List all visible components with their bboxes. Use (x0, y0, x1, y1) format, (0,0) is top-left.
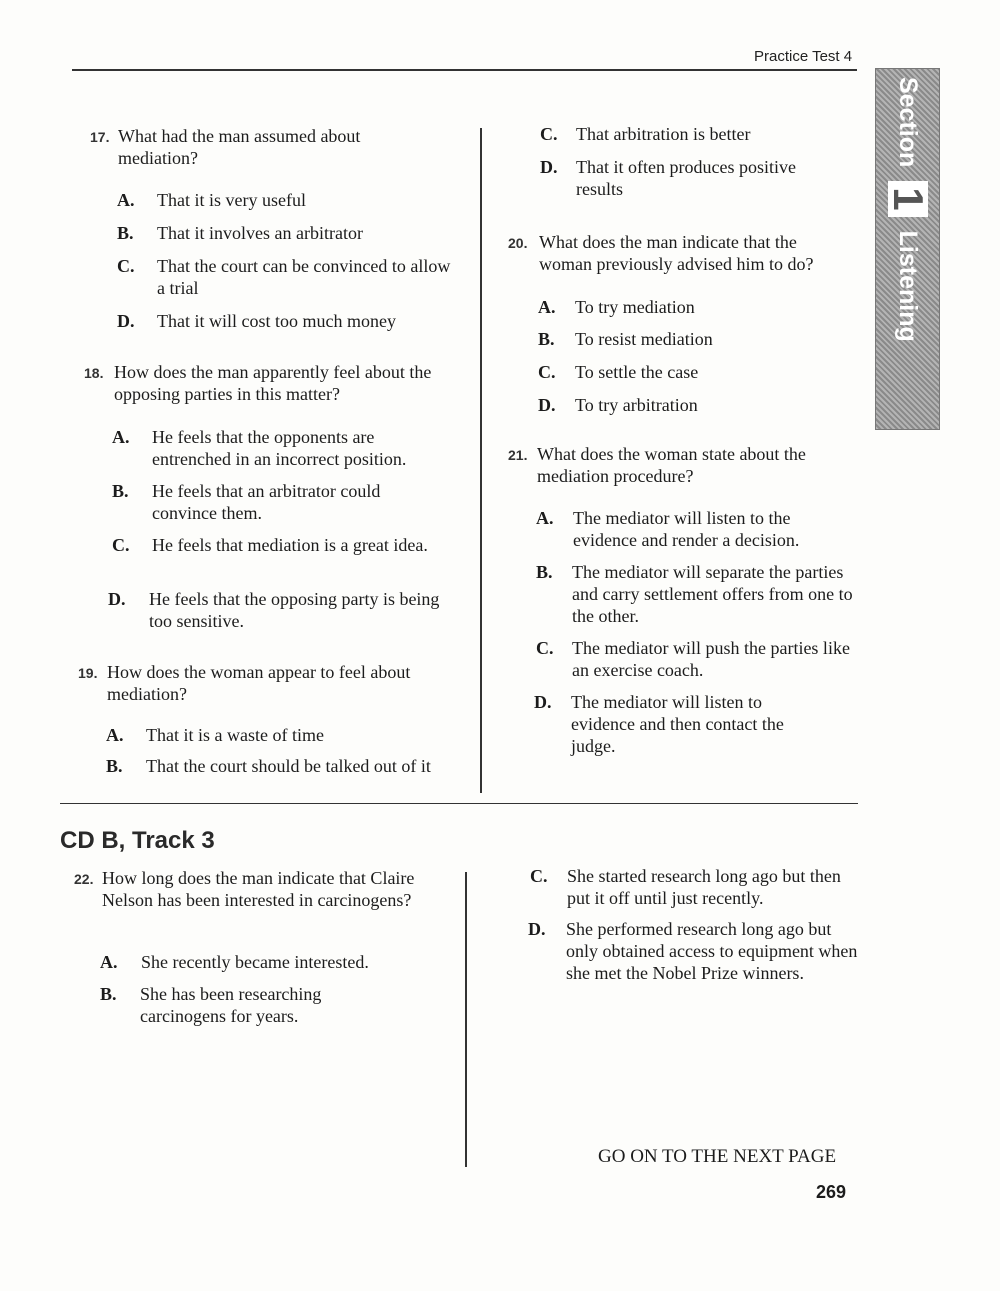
question-text: How does the woman appear to feel about mediation? (107, 662, 411, 704)
question-number: 22. (74, 871, 94, 887)
question-number: 18. (84, 365, 104, 381)
option-letter: D. (540, 157, 558, 177)
answer-option[interactable] (117, 189, 457, 211)
option-letter: B. (100, 984, 117, 1004)
option-text: She recently became interested. (141, 952, 369, 972)
question-18 (84, 361, 464, 405)
answer-option[interactable] (528, 918, 858, 984)
option-text: To settle the case (575, 362, 699, 382)
question-number: 19. (78, 665, 98, 681)
option-letter: A. (106, 725, 124, 745)
option-text: He feels that an arbitrator could convince them. (152, 481, 381, 523)
side-tab-listening-label: Listening (894, 230, 923, 342)
option-letter: A. (117, 190, 135, 210)
option-text: That it is a waste of time (146, 725, 324, 745)
option-letter: B. (112, 481, 129, 501)
answer-option[interactable] (106, 724, 456, 746)
answer-option[interactable] (536, 561, 856, 627)
option-text: The mediator will separate the parties and carry settlement offers from one to the other. (572, 562, 853, 626)
answer-option[interactable] (540, 156, 850, 200)
option-letter: C. (112, 535, 130, 555)
option-letter: A. (112, 427, 130, 447)
section-side-tab (875, 68, 940, 430)
option-text: To try arbitration (575, 395, 698, 415)
option-text: She has been researching carcinogens for years. (140, 984, 322, 1026)
answer-option[interactable] (538, 361, 848, 383)
option-letter: C. (540, 124, 558, 144)
option-letter: A. (538, 297, 556, 317)
column-divider-top (480, 128, 482, 793)
answer-option[interactable] (106, 755, 456, 777)
answer-option[interactable] (538, 296, 848, 318)
question-19 (78, 661, 458, 705)
page-number: 269 (816, 1182, 847, 1202)
option-letter: C. (117, 256, 135, 276)
answer-option[interactable] (540, 123, 850, 145)
option-text: The mediator will push the parties like an exercise coach. (572, 638, 850, 680)
option-text: That it involves an arbitrator (157, 223, 363, 243)
option-letter: D. (117, 311, 135, 331)
answer-option[interactable] (112, 480, 462, 524)
question-20 (508, 231, 858, 275)
question-17 (90, 125, 460, 169)
answer-option[interactable] (538, 328, 848, 350)
option-letter: A. (536, 508, 554, 528)
option-text: She started research long ago but then put it off until just recently. (567, 866, 841, 908)
option-letter: C. (536, 638, 554, 658)
option-letter: D. (108, 589, 126, 609)
option-letter: D. (528, 919, 546, 939)
answer-option[interactable] (100, 983, 450, 1027)
side-tab-section-number: 1 (888, 181, 928, 216)
question-number: 21. (508, 447, 528, 463)
question-number: 20. (508, 235, 528, 251)
question-text: How long does the man indicate that Claire Nelson has been interested in carcinogens? (102, 868, 415, 910)
option-text: That it often produces positive results (576, 157, 796, 199)
answer-option[interactable] (117, 255, 457, 299)
option-text: He feels that the opposing party is being too sensitive. (149, 589, 440, 631)
option-letter: D. (534, 692, 552, 712)
option-text: The mediator will listen to evidence and then contact the judge. (571, 692, 784, 756)
option-letter: B. (536, 562, 553, 582)
answer-option[interactable] (117, 222, 457, 244)
option-letter: D. (538, 395, 556, 415)
option-text: That it will cost too much money (157, 311, 396, 331)
page-header-title: Practice Test 4 (754, 48, 853, 65)
go-on-next-page-notice: GO ON TO THE NEXT PAGE (598, 1146, 837, 1167)
option-letter: C. (538, 362, 556, 382)
column-divider-bottom (465, 872, 467, 1167)
option-text: The mediator will listen to the evidence and render a decision. (573, 508, 800, 550)
section-divider (60, 803, 858, 804)
option-letter: A. (100, 952, 118, 972)
side-tab-section-label: Section (894, 77, 923, 168)
answer-option[interactable] (112, 534, 462, 556)
question-number: 17. (90, 129, 110, 145)
section-title: CD B, Track 3 (60, 827, 215, 854)
answer-option[interactable] (536, 507, 856, 551)
answer-option[interactable] (530, 865, 860, 909)
question-text: What does the woman state about the mediation procedure? (537, 444, 806, 486)
option-text: He feels that mediation is a great idea. (152, 535, 428, 555)
question-21 (508, 443, 858, 487)
option-text: She performed research long ago but only obtained access to equipment when she met the Nobel Prize winners. (566, 919, 858, 983)
option-text: He feels that the opponents are entrenched in an incorrect position. (152, 427, 407, 469)
option-text: That it is very useful (157, 190, 306, 210)
question-text: How does the man apparently feel about the opposing parties in this matter? (114, 362, 432, 404)
question-text: What does the man indicate that the woman previously advised him to do? (539, 232, 814, 274)
option-text: That the court can be convinced to allow a trial (157, 256, 451, 298)
option-text: That arbitration is better (576, 124, 751, 144)
header-rule (72, 69, 857, 71)
option-letter: B. (538, 329, 555, 349)
option-letter: B. (117, 223, 134, 243)
option-text: That the court should be talked out of it (146, 756, 431, 776)
answer-option[interactable] (534, 691, 854, 757)
question-22 (74, 867, 454, 911)
answer-option[interactable] (536, 637, 856, 681)
answer-option[interactable] (100, 951, 450, 973)
option-letter: C. (530, 866, 548, 886)
answer-option[interactable] (538, 394, 848, 416)
answer-option[interactable] (112, 426, 462, 470)
question-text: What had the man assumed about mediation? (118, 126, 361, 168)
option-text: To try mediation (575, 297, 695, 317)
option-text: To resist mediation (575, 329, 713, 349)
answer-option[interactable] (108, 588, 458, 632)
answer-option[interactable] (117, 310, 457, 332)
option-letter: B. (106, 756, 123, 776)
